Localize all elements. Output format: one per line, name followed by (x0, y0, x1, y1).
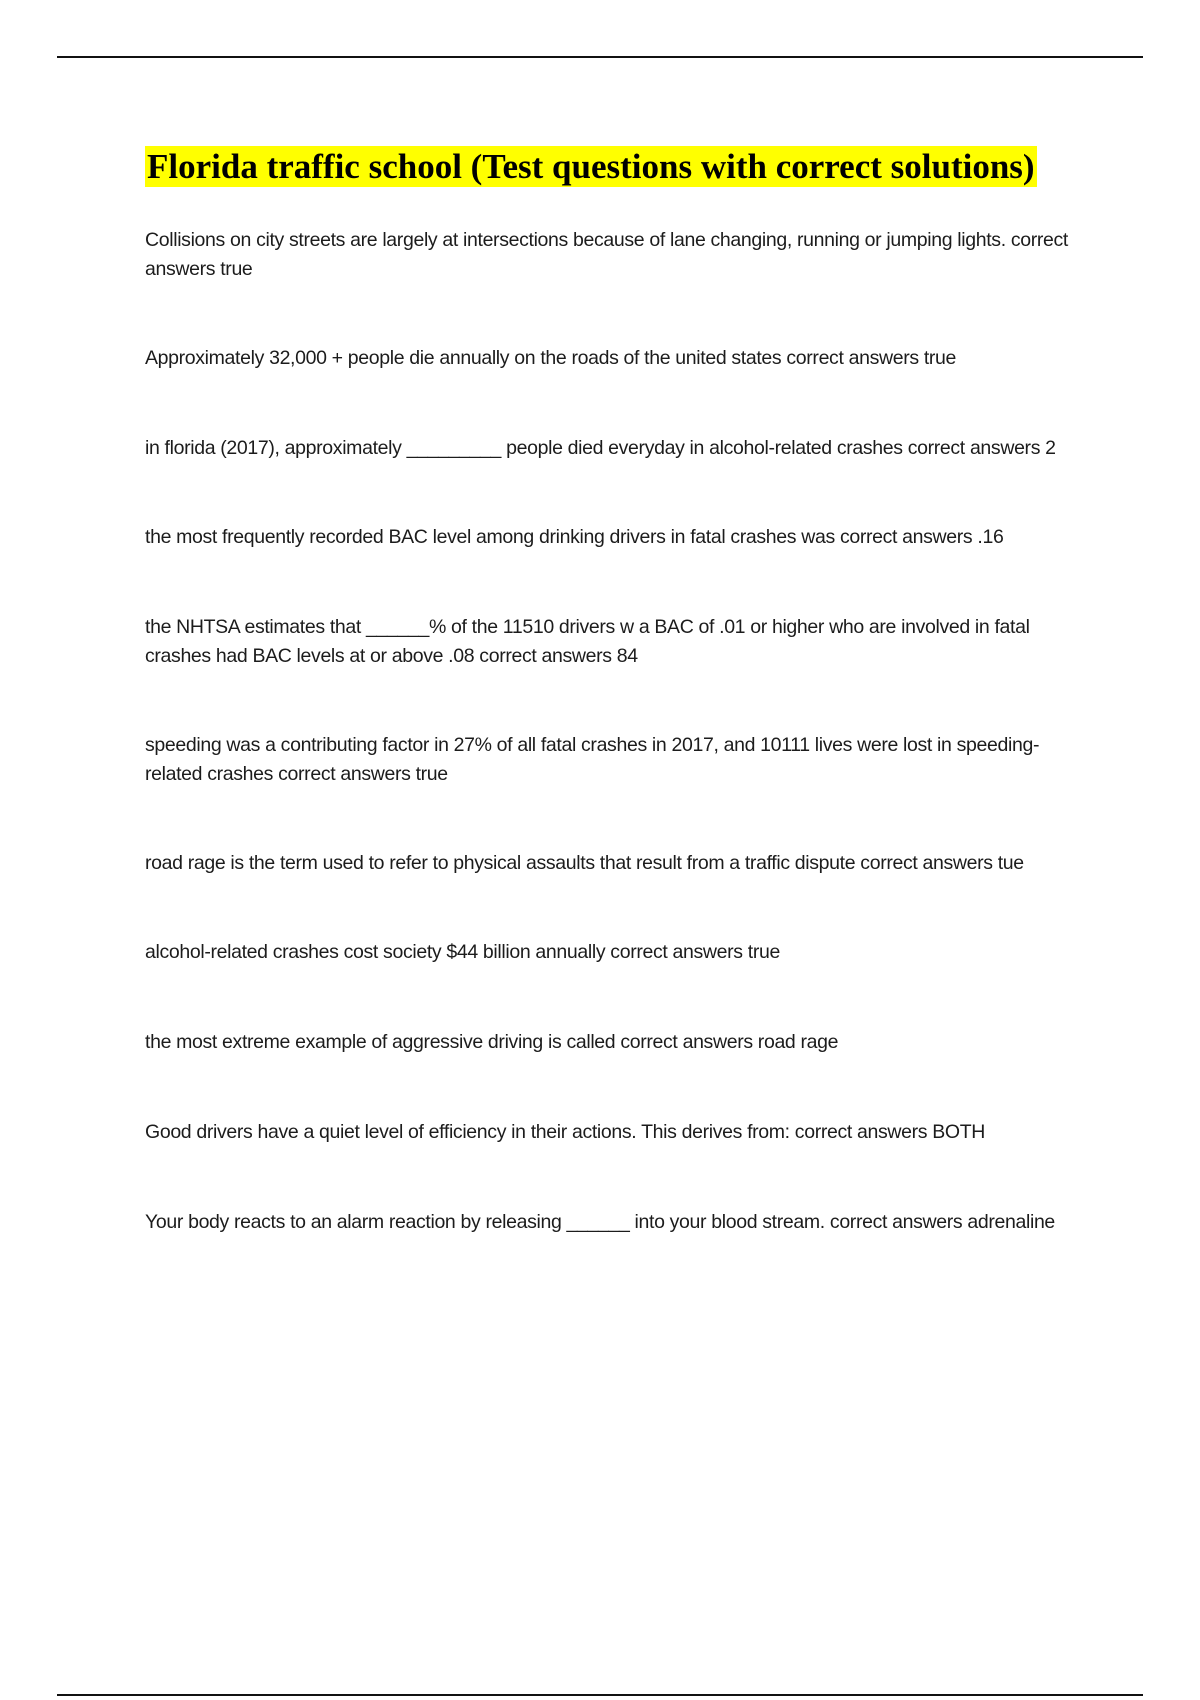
question-item: Good drivers have a quiet level of efficiency in their actions. This derives from: correct answers BOTH (145, 1121, 986, 1143)
question-item: Approximately 32,000 + people die annually on the roads of the united states correct answers true (145, 347, 957, 369)
title-block (145, 145, 1105, 189)
question-item: the NHTSA estimates that ______% of the 11510 drivers w a BAC of .01 or higher who are involved in fatal crashes had BAC levels at or above .08 correct answers 84 (145, 616, 1030, 667)
question-item: alcohol-related crashes cost society $44 billion annually correct answers true (145, 941, 780, 963)
question-item: in florida (2017), approximately _________ people died everyday in alcohol-related crashes correct answers 2 (145, 437, 1056, 459)
question-list (145, 226, 1095, 1297)
document-title: Florida traffic school (Test questions with correct solutions) (147, 147, 1035, 186)
header-rule (57, 56, 1143, 58)
question-item: road rage is the term used to refer to physical assaults that result from a traffic dispute correct answers tue (145, 852, 1024, 874)
question-item: speeding was a contributing factor in 27% of all fatal crashes in 2017, and 10111 lives were lost in speeding-related crashes correct answers true (145, 734, 1040, 785)
question-item: Collisions on city streets are largely at intersections because of lane changing, running or jumping lights. correct answers true (145, 229, 1068, 280)
question-item: the most frequently recorded BAC level among drinking drivers in fatal crashes was correct answers .16 (145, 526, 1004, 548)
question-item: the most extreme example of aggressive driving is called correct answers road rage (145, 1031, 839, 1053)
footer-rule (57, 1694, 1143, 1696)
question-item: Your body reacts to an alarm reaction by releasing ______ into your blood stream. correct answers adrenaline (145, 1211, 1055, 1233)
